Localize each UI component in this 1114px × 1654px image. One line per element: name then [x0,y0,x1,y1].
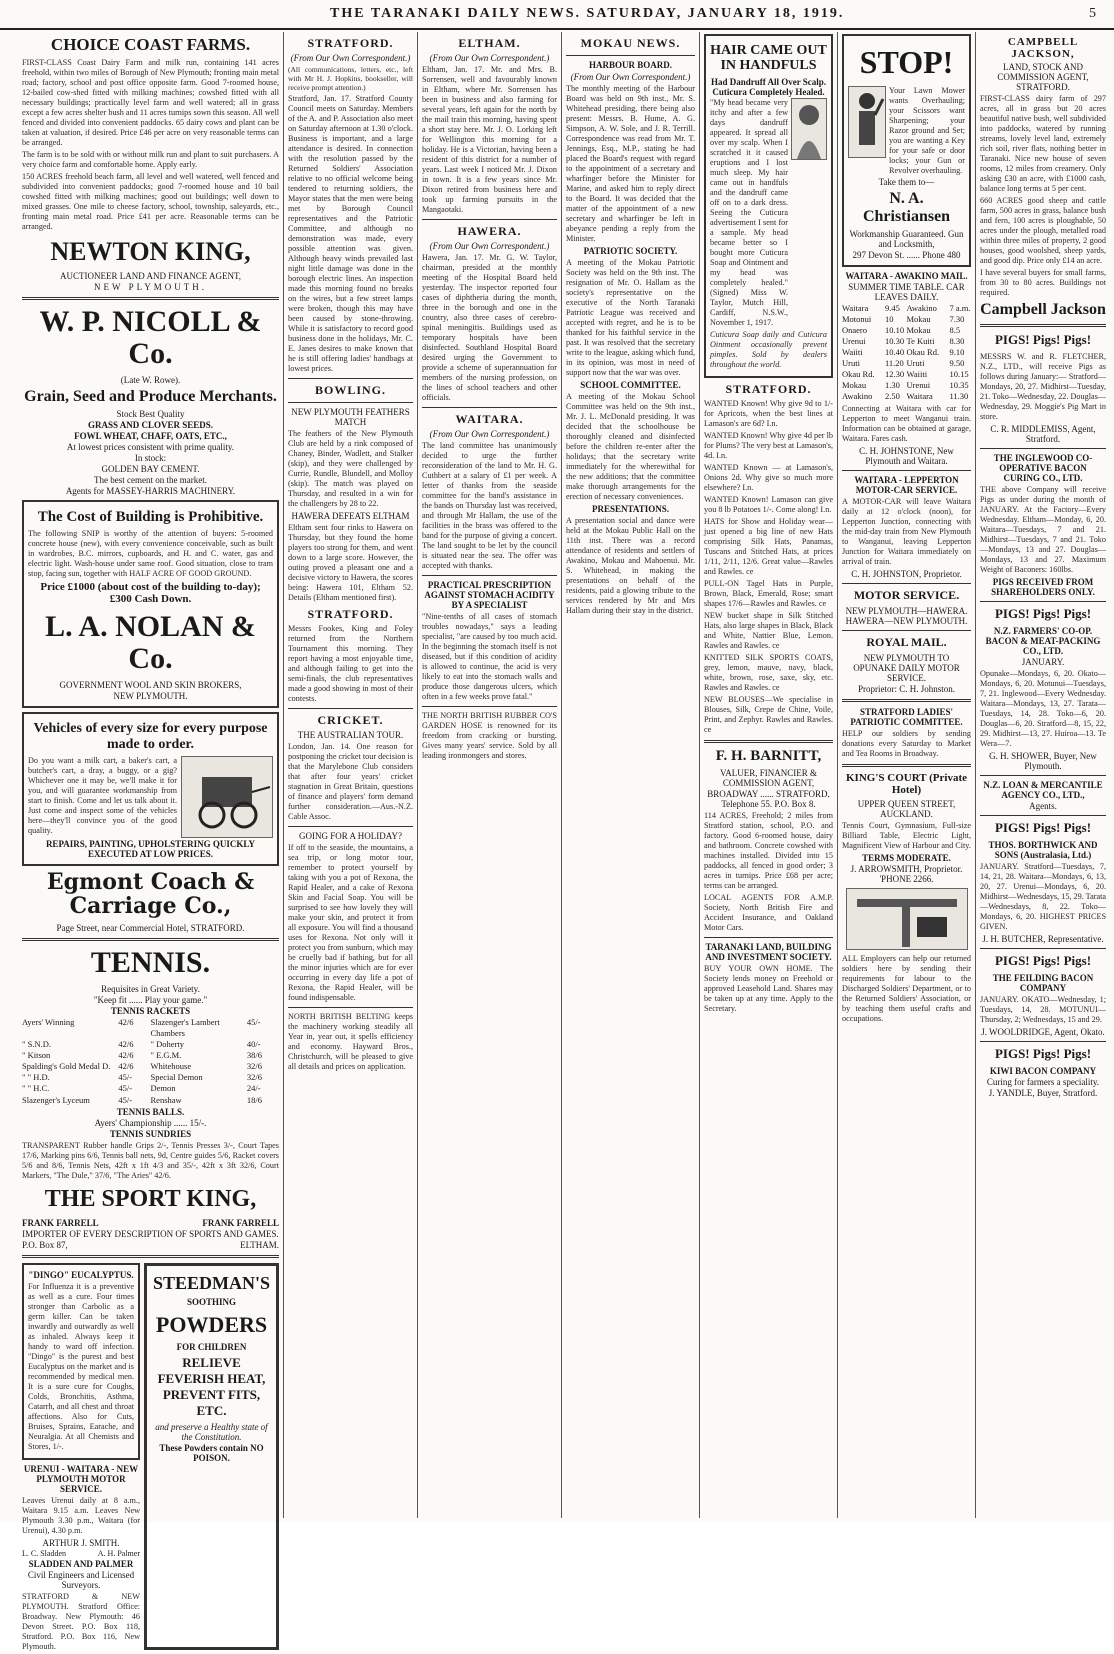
classified-item: HATS for Show and Holiday wear— just opened a big line of new Hats comprising Silk Hats, Panamas, Tuscans and Stitched Hats, at prices 1/11, 2/11, 12/6. Great value—Rawles and Rawles. ce [704,516,833,576]
hawera-defeats-heading: HAWERA DEFEATS ELTHAM [291,511,410,522]
vehicles-text: Do you want a milk cart, a baker's cart, a butcher's cart, a dray, a buggy, or a gig? Whichever one it may be, we'll make it for you, and will guarantee workmanship from start to finish. Come and let us talk about it. Just come and inspect some of the vehicles here—they'll convince you of the good quality. [28,756,177,836]
racket-cell: " " H.C. [22,1083,50,1094]
hair-heading: HAIR CAME OUT IN HANDFULS [710,43,827,74]
timetable-cell: Okau Rd. [906,346,940,357]
farmers-sign: G. H. SHOWER, Buyer, New Plymouth. [989,751,1097,771]
land-society-text: BUY YOUR OWN HOME. The Society lends money on Freehold or approved Leasehold Land. Shares may be taken up at any time. Apply to the Secretary. [704,963,833,1013]
presentations-heading: PRESENTATIONS. [592,504,669,514]
tennis-sundries: TRANSPARENT Rubber handle Grips 2/-, Tennis Presses 3/-, Court Tapes 17/6, Marking pins 6/6, Tennis ball nets, 9d, Centre guides 5/6, Racket covers 5/6 and 8/6, Tennis Nets, 42ft x 1ft 4/3 and 35/-, 42ft x 3ft 32/6, Court Markers, "The Dule," 37/6, "The Aries" 42/6. [22,1140,279,1180]
racket-cell: 42/6 [118,1017,134,1028]
patriotic-heading: PATRIOTIC SOCIETY. [583,246,678,256]
campbell-text-1: FIRST-CLASS dairy farm of 297 acres, all in grass but 20 acres beautiful native bush, well subdivided into paddocks, watered by running streams, lovely level land, extremely rich soil, river flats, nothing better in Taranaki. Nice new house of seven rooms, 12 miles from creamery. Only asking £30 an acre, with £1000 cash, balance long terms at 5 per cent. [980,94,1106,193]
stop-name: N. A. Christiansen [862,189,951,225]
stop-address: 297 Devon St. ...... Phone 480 [852,249,961,260]
classified-item: WANTED Known — at Lamason's, Onions 2d. Why give so much more elsewhere? I.n. [704,462,833,492]
timetable-cell: Waitara [906,390,933,401]
racket-cell: Renshaw [150,1094,182,1105]
column-3 [418,32,562,1518]
steedmans-ad [144,1263,279,1650]
waitara-note: Connecting at Waitara with car for Lepperton to meet Wanganui train. Information can be obtained at garage, Waitara. Fares cash. [842,404,971,444]
newton-king-city: NEW PLYMOUTH. [94,282,207,293]
racket-cell: 32/6 [246,1072,262,1083]
royal-mail-heading: ROYAL MAIL. [866,635,947,650]
campbell-heading: CAMPBELL JACKSON, [1007,36,1079,60]
sport-right: FRANK FARRELL [202,1217,279,1228]
barnitt-address: BROADWAY ...... STRATFORD. Telephone 55. P.O. Box 8. [707,788,830,809]
timetable-cell: 8.5 [949,324,961,335]
timetable-cell: 10.10 [885,324,905,335]
waitara-timetable [842,303,971,402]
stop-heading: STOP! [859,44,954,80]
school-heading: SCHOOL COMMITTEE. [580,380,681,390]
nolan-city: NEW PLYMOUTH. [113,691,188,702]
cost-price: Price £1000 (about cost of the building to-day); £300 Cash Down. [40,581,261,606]
stratford2-heading: STRATFORD. [307,607,394,622]
farmers-text: Opunake—Mondays, 6, 20. Okato—Mondays, 6, 20. Motunui—Tuesdays, 7, 21. Inglewood—Every Wednesday. Waitara—Mondays, 13, 27. Tarata—Tuesdays, 14, 28. Toko—6, 20. Douglas—6, 20. Stratford—8, 15, 22, 29. Midhirst—13, 27. Huiroa—13. Te Wera—7. [980,669,1106,748]
nolan-sub: GOVERNMENT WOOL AND SKIN BROKERS, [59,680,242,691]
masthead [0,0,1114,30]
dingo-heading: "DINGO" EUCALYPTUS. [28,1269,134,1280]
eltham-text: Eltham, Jan. 17. Mr. and Mrs. B. Sorrensen, well and favourably known in Eltham, where Mr. Sorrensen has been in business and also farming for several years, left again for the north by the mail train this morning, having spent a short stay here. Mr. J. O. Lorking left for Wellington this morning for a holiday. He is a Victorian, having been a resident of this district for a number of years. Last week I noticed Mr. J. Dixon in town. It is a few years since Mr. Dixon retired from business here and took up farming pursuits in the Mangaotaki. [422,65,557,214]
timetable-cell: 9.45 [885,302,900,313]
royal-mail-sign: Proprietor: C. H. Johnston. [857,684,955,695]
hawera-defeats-text: Eltham sent four rinks to Hawera on Thursday, but they found the home players too strong for them, and went down to a large score. However, the outing proved a pleasant one and a decisive victory to Hawera, the scores being: Hawera 101, Eltham 52. Details (Eltham mentioned first). [288,523,413,603]
racket-row [22,1072,279,1083]
vehicles-ad [22,712,279,866]
classified-item: KNITTED SILK SPORTS COATS, grey, lemon, mauve, navy, black, white, brown, rose, saxe, sky, etc. Rawles and Rawles. ce [704,652,833,692]
column-5 [700,32,838,1518]
presentations-text: A presentation social and dance were held at the Mokau Public Hall on the 11th inst. There was a record attendance of residents and settlers of Awakino, Mokau and Mahoenui. Mr. S. Whitehead, in making the presentations on behalf of the residents, paid a glowing tribute to the services rendered by Mr and Mrs Hallam during their stay in the district. [566,516,695,615]
cart-illustration [181,756,273,838]
tennis-rackets-heading: TENNIS RACKETS [110,1006,191,1017]
sladden-right: A. H. Palmer [97,1548,140,1558]
feathers-heading: NEW PLYMOUTH FEATHERS MATCH [291,407,410,428]
kings-court-text: Tennis Court, Gymnasium, Full-size Billiard Table, Electric Light, Magnificent View of Harbour and City. [842,821,971,851]
sladden-address: STRATFORD & NEW PLYMOUTH. Stratford Office: Broadway. New Plymouth: 46 Devon Street. P.O. Box 118, Stratford. P.O. Box 116, New Plymouth. [22,1591,140,1651]
timetable-cell: 9.10 [949,346,965,357]
timetable-cell: 10 [885,313,894,324]
eltham-heading: ELTHAM. [458,36,521,50]
timetable-cell: 7 a.m. [949,302,971,313]
kings-court-sub: UPPER QUEEN STREET, AUCKLAND. [857,799,956,820]
motor-service-sub: NEW PLYMOUTH—HAWERA. HAWERA—NEW PLYMOUTH. [845,606,968,627]
timetable-cell: Awakino [842,390,873,401]
employers-text: ALL Employers can help our returned soldiers here by sending their requirements for labour to the Discharged Soldiers' Department, or to the Returned Soldiers' Association, or by teaching them useful crafts and occupations. [842,954,971,1024]
timetable-row [842,369,971,380]
timetable-row [842,325,971,336]
farmers-month: JANUARY. [1021,657,1065,667]
timetable-cell: 10.15 [949,368,969,379]
cost-text: The following SNIP is worthy of the attention of buyers: 5-roomed concrete house (new), with every convenience conceivable, such as built in wardrobes, B.C. mirrors, cupboards, and H. and C. water, gas and electric light. Wash-house under same roof. Good situation, close to tram stop, facing sun, together with HALF ACRE OF GOOD GROUND. [28,529,273,579]
timetable-cell: Urenui [906,379,931,390]
sport-box: P.O. Box 87, [22,1239,68,1250]
harbour-text: The monthly meeting of the Harbour Board was held on 9th inst., Mr. S. Whitehead presiding, there being also present: Messrs. B. Hume, A. G. Simpson, A. W. Sole, and J. R. Terrill. Correspondence was read from Mr. T. Jennings, Esq., M.P., stating he had placed the Board's request with regard to the appointment of a secretary and wharfinger before the Minister for Marine, and asked him to reply direct to the Board. It was decided that the matter of the appointment of a new secretary and wharfinger be left in abeyance pending a reply from the Minister. [566,84,695,243]
motor-service-heading: MOTOR SERVICE. [853,588,960,603]
ladies-heading: STRATFORD LADIES' PATRIOTIC COMMITTEE. [850,707,963,728]
lepperton-sign: C. H. JOHNSTON, Proprietor. [851,569,962,580]
timetable-cell: Mokau [906,324,931,335]
racket-cell: 45/- [118,1094,133,1105]
timetable-cell: 7.30 [949,313,965,324]
stop-ad [842,34,971,267]
eltham-sub: (From Our Own Correspondent.) [429,53,550,63]
racket-cell: 45/- [246,1017,261,1028]
timetable-cell: Awakino [906,302,937,313]
holiday-heading: GOING FOR A HOLIDAY? [299,831,402,842]
barnitt-sub: VALUER, FINANCIER & COMMISSION AGENT, [719,767,818,788]
timetable-cell: 11.20 [885,357,904,368]
nicoll-prices: At lowest prices consistent with prime quality. [66,442,235,453]
campbell-signature: Campbell Jackson [980,301,1106,318]
tennis-sub: Requisites in Great Variety. [101,984,200,995]
timetable-row [842,314,971,325]
timetable-row [842,391,971,402]
racket-cell: 45/- [118,1083,133,1094]
vehicles-repairs: REPAIRS, PAINTING, UPHOLSTERING QUICKLY EXECUTED AT LOW PRICES. [45,839,256,860]
sladden-sub: Civil Engineers and Licensed Surveyors. [27,1569,135,1590]
woman-portrait-illustration [791,98,827,160]
waitara-heading: WAITARA. [455,412,524,426]
inglewood-heading: THE INGLEWOOD CO-OPERATIVE BACON CURING CO., LTD. [993,453,1093,483]
timetable-cell: 9.50 [949,357,965,368]
timetable-cell: 10.35 [949,379,969,390]
farms-text-2: The farm is to be sold with or without milk run and plant to suit purchasers. A very choice farm and comfortable home. Apply early. [22,150,279,169]
farms-text-1: FIRST-CLASS Coast Dairy Farm and milk run, containing 141 acres freehold, within two miles of Borough of New Plymouth; fronting main metal road; factory, school and post office opposite farm. Good 7-roomed house, 12-bailed cow-shed fitted with milking machines; cowshed fitted with all necessary buildings; practically level farm and well watered; all in grass except a few acres shelter bush and 11 acres turnips sown this season. All well fenced and divided into convenient paddocks. 65 dairy cows and plant can be taken at valuation, if desired. Price £46 per acre on very reasonable terms can be arranged. [22,58,279,147]
cost-heading: The Cost of Building is Prohibitive. [37,509,264,526]
campbell-text-2: 660 ACRES good sheep and cattle farm, 500 acres in grass, balance bush and fern, 100 acres is ploughable, 50 acres under the plough, metalled road within three miles of property, 2 good houses, good woolshed, sheep yards, and good dip. Price only £14 an acre. [980,196,1106,265]
nicoll-instock: In stock: [134,453,167,464]
cost-of-building-ad [22,500,279,708]
timetable-row [842,303,971,314]
hawera-heading: HAWERA. [457,224,522,238]
nicoll-late: (Late W. Rowe). [120,375,181,386]
newton-king-name: NEWTON KING, [50,237,251,266]
urenui-text: Leaves Urenui daily at 8 a.m., Waitara 9.15 a.m. Leaves New Plymouth 3.30 p.m., Waitara (for Urenui), 4.30 p.m. [22,1495,140,1535]
kings-court-map-illustration [846,888,968,950]
sladden-left: L. C. Sladden [22,1548,66,1558]
waitara-sub: (From Our Own Correspondent.) [429,429,550,439]
pigs-heading-5: PIGS! Pigs! Pigs! [994,1046,1092,1061]
classified-item: NEW BLOUSES—We specialise in Blouses, Silk, Crepe de Chine, Voile, Print, and Zephyr. Rawles and Rawles. ce [704,694,833,734]
kings-court-heading: KING'S COURT (Private Hotel) [845,772,968,797]
hair-text: "My head became very itchy and after a few days dandruff appeared. It spread all over my scalp. When I scratched it it caused eruptions and I lost much sleep. My hair came out in handfuls and the dandruff came off on to a dark dress. Seeing the Cuticura advertisement I sent for a sample. My head became better so I bought more Cuticura Soap and Ointment and my head was completely healed." (Signed) Miss W. Taylor, Mutch Hill, Cardiff, N.S.W., November 1, 1917. [710,97,788,327]
racket-row [22,1039,279,1050]
feilding-text: JANUARY. OKATO—Wednesday, 1; Tuesdays, 14, 28. MOTUNUI—Thursday, 2; Wednesdays, 15 and 29. [980,995,1106,1024]
timetable-cell: Waitara [842,302,869,313]
barnitt-text: 114 ACRES, Freehold; 2 miles from Stratford station, school, P.O. and factory. Good 6-roomed house, dairy and bathroom. Concrete cowshed with machines installed. Divided into 15 paddocks, all fenced in good order; 3 acres in turnips. Price £68 per acre; terms can be arranged. [704,810,833,890]
fletcher-sign: C. R. MIDDLEMISS, Agent, Stratford. [990,424,1096,444]
borthwick-sign: J. H. BUTCHER, Representative. [982,934,1104,944]
racket-cell: Special Demon [150,1072,203,1083]
inglewood-note: PIGS RECEIVED FROM SHAREHOLDERS ONLY. [991,577,1095,597]
racket-cell: Whitehouse [150,1061,192,1072]
racket-row [22,1061,279,1072]
racket-cell: " Kitson [22,1050,51,1061]
kiwi-sign: J. YANDLE, Buyer, Stratford. [988,1088,1098,1098]
nicoll-name: W. P. NICOLL & Co. [39,305,262,370]
dingo-ad [22,1263,140,1460]
stop-take: Take them to— [878,176,935,187]
timetable-cell: Motonui [842,313,872,324]
harbour-sub: (From Our Own Correspondent.) [570,72,691,82]
timetable-row [842,347,971,358]
kiwi-heading: KIWI BACON COMPANY [989,1066,1097,1076]
lepperton-text: A MOTOR-CAR will leave Waitara daily at 12 o'clock (noon), for Lepperton Junction, connecting with the mid-day train from New Plymouth to Wanganui, leaving Lepperton Junction for Waitara immediately on arrival of train. [842,497,971,567]
farms-text-3: 150 ACRES freehold beach farm, all level and well watered, well fenced and subdivided into convenient paddocks; good 7-roomed house and 10 bail cowshed fitted with milking machines; good out buildings; well down to mixed grasses. One mile to cheese factory, school, township, saleyards, etc., fronting main metal road. Price £41 per acre. Reasonable terms can be arranged. [22,172,279,231]
sport-town: ELTHAM. [240,1239,279,1250]
classified-item: NEW bucket shape in Silk Stitched Hats, also large shapes in Black, Black and White, Nattier Blue, Lemon. Rawles and Rawles. ce [704,610,833,650]
racket-row [22,1083,279,1094]
masthead-title: THE TARANAKI DAILY NEWS. SATURDAY, JANUARY 18, 1919. [330,6,845,21]
racket-cell: 38/6 [246,1050,262,1061]
waitara-text: The land committee has unanimously decided to urge the further reconsideration of the land to Mr. H. G. Cuthbert at a salary of £1 per week. A letter of thanks from the seaside committee for the band's assistance in the bands on Thursday last was received, and through Mr Hallam, the use of the facilities in the brass was offered to the band for the purpose of giving a concert. The land sought to be let by the council is situated near the sea. The offer was accepted with thanks. [422,441,557,570]
timetable-cell: Te Kuiti [906,335,935,346]
land-society-heading: TARANAKI LAND, BUILDING AND INVESTMENT SOCIETY. [705,941,832,962]
nicoll-line: Grain, Seed and Produce Merchants. [24,388,277,406]
kiwi-text: Curing for farmers a speciality. [986,1077,1100,1087]
feilding-heading: THE FEILDING BACON COMPANY [992,973,1094,993]
tennis-rackets-list [22,1017,279,1105]
classified-item: WANTED Known! Why give 9d to 1/- for Apricots, when the best lines at Lamason's are 6d? I.n. [704,398,833,428]
racket-cell: 42/6 [118,1061,134,1072]
stratford2-text: Messrs Fookes, King and Foley returned from the Northern Tournament this morning. They report having a most enjoyable time, and although failing to get into the semi-finals, the club representatives made a good showing in most of their contests. [288,624,413,704]
bowling-heading: BOWLING. [314,383,386,398]
vehicles-heading: Vehicles of every size for every purpose made to order. [33,721,268,753]
campbell-sub: LAND, STOCK AND COMMISSION AGENT, STRATFORD. [997,62,1089,92]
racket-cell: 40/- [246,1039,261,1050]
steedman-soothing: SOOTHING [186,1296,236,1307]
sport-left: FRANK FARRELL [22,1217,99,1228]
timetable-cell: Onaero [842,324,868,335]
pigs-heading-3: PIGS! Pigs! Pigs! [994,820,1092,835]
tennis-balls-heading: TENNIS BALLS. [116,1106,185,1117]
sport-sub: IMPORTER OF EVERY DESCRIPTION OF SPORTS AND GAMES. [22,1228,279,1239]
sladden-name: SLADDEN AND PALMER [28,1558,134,1569]
racket-cell: Slazenger's Lyceum [22,1094,90,1105]
barnitt-name: F. H. BARNITT, [715,747,822,764]
loan-sub: Agents. [1029,801,1057,811]
timetable-cell: Uruti [906,357,925,368]
racket-cell: " Doherty [150,1039,184,1050]
nicoll-stock: Stock Best Quality [116,409,185,420]
steedman-nopoison: These Powders contain NO POISON. [159,1442,264,1463]
classified-item: PULL-ON Tagel Hats in Purple, Brown, Black, Emerald, Rose; smart shapes 17/6—Rawles and Rawles. ce [704,578,833,608]
steedman-health: and preserve a Healthy state of the Constitution. [155,1421,268,1442]
campbell-text-3: I have several buyers for small farms, from 30 to 80 acres. Buildings not required. [980,268,1106,297]
feilding-sign: J. WOOLDRIDGE, Agent, Okato. [981,1027,1105,1037]
sport-king-heading: THE SPORT KING, [44,1185,257,1212]
racket-cell: Demon [150,1083,176,1094]
timetable-cell: 1.30 [885,379,900,390]
egmont-address: Page Street, near Commercial Hotel, STRATFORD. [56,922,245,933]
nolan-name: L. A. NOLAN & Co. [45,610,256,675]
timetable-cell: Okau Rd. [842,368,875,379]
racket-cell: 42/6 [118,1050,134,1061]
hair-footer: Cuticura Soap daily and Cuticura Ointment occasionally prevent pimples. Sold by dealers throughout the world. [710,329,827,369]
stratford-sub: (From Our Own Correspondent.) [290,53,411,63]
lepperton-heading: WAITARA - LEPPERTON MOTOR-CAR SERVICE. [854,475,959,496]
racket-cell: 18/6 [246,1094,262,1105]
rubber-text: THE NORTH BRITISH RUBBER CO'S GARDEN HOSE is renowned for its freedom from cracking or bursting. Gives many years' service. Sold by all leading ironmongers and stores. [422,711,557,760]
timetable-row [842,358,971,369]
belting-text: NORTH BRITISH BELTING keeps the machinery working steadily all Year in, year out, it spells efficiency and economy. Hayward Bros., Christchurch, will be pleased to give all details and prices on application. [288,1012,413,1072]
racket-cell: 42/6 [118,1039,134,1050]
stop-sub: Workmanship Guaranteed. Gun and Locksmith, [849,228,964,249]
feathers-text: The feathers of the New Plymouth Club are held by a rink composed of Chaney, Binder, Wadlett, and Stalker (skip), and they were challenged by Currie, Rundle, Blundell, and Molloy (skip). The match was played on Thursday, and resulted in a win for the challengers by 28 to 22. [288,429,413,509]
timetable-cell: 12.30 [885,368,905,379]
waitara-mail-sub: SUMMER TIME TABLE. CAR LEAVES DAILY. [848,281,965,302]
practical-heading: PRACTICAL PRESCRIPTION AGAINST STOMACH ACIDITY BY A SPECIALIST [424,580,555,610]
column-1 [18,32,284,1651]
timetable-row [842,380,971,391]
timetable-cell: Urenui [842,335,866,346]
dingo-text: For Influenza it is a preventive as well as a cure. Four times stronger than Carbolic as a germ killer. Can be taken inwardly and outwardly as well as inhaled. Always keep it handy to ward off infection. "Dingo" is the purest and best Eucalyptus on the market and is recommended by medical men. It is a sure cure for Coughs, Colds, Bronchitis, Asthma, Catarrh, and all chest and throat affections. Also for Cuts, Bruises, Sprains, Earache, and Neuralgia. At all Chemists and Stores, 1/-. [28,1281,134,1451]
racket-cell: 24/- [246,1083,261,1094]
urenui-sign: ARTHUR J. SMITH. [42,1537,120,1548]
racket-cell: Spalding's Gold Medal D. [22,1061,111,1072]
timetable-cell: 10.30 [885,335,905,346]
wanted-list [704,399,833,735]
racket-cell: " S.N.D. [22,1039,51,1050]
racket-row [22,1095,279,1106]
racket-row [22,1050,279,1061]
cuticura-ad [704,34,833,378]
urenui-heading: URENUI - WAITARA - NEW PLYMOUTH MOTOR SERVICE. [23,1463,139,1494]
kings-court-terms: TERMS MODERATE. [862,853,951,864]
tennis-balls: Ayers' Championship ...... 15/-. [94,1117,207,1128]
timetable-cell: Mokau [906,313,931,324]
timetable-cell: 11.30 [949,390,969,401]
steedman-brand: STEEDMAN'S [152,1272,271,1293]
borthwick-heading: THOS. BORTHWICK AND SONS (Australasia, Ltd.) [988,840,1098,860]
column-7 [976,32,1110,1518]
inglewood-text: THE above Company will receive Pigs as under during the month of JANUARY. At the Factory—Every Wednesday. Eltham—Monday, 6, 20. Waitara—Tuesdays, 7 and 21. Midhirst—Tuesdays, 7 and 21. Toko—Mondays, 13 and 27. Douglas—Mondays, 13 and 27. Maximum Weight of Baconers: 160lbs. [980,485,1106,574]
classified-item: WANTED Known! Why give 4d per lb for Plums? The very best at Lamason's, 4d. I.n. [704,430,833,460]
pigs-heading-2: PIGS! Pigs! Pigs! [994,606,1092,621]
classified-item: WANTED Known! Lamason can give you 8 lb Potatoes 1/-. Come along! I.n. [704,494,833,514]
pigs-heading-1: PIGS! Pigs! Pigs! [994,332,1092,347]
racket-cell: 32/6 [246,1061,262,1072]
timetable-cell: Uruti [842,357,860,368]
racket-cell: " " H.D. [22,1072,50,1083]
practical-text: "Nine-tenths of all cases of stomach troubles nowadays," says a leading specialist, "are caused by too much acid. In the beginning the stomach itself is not diseased, but if this condition of acidity is allowed to continue, the acid is very likely to eat into the stomach walls and produce those dangerous ulcers, which often in a few weeks prove fatal." [422,612,557,701]
racket-cell: Ayers' Winning [22,1017,75,1028]
holiday-text: If off to the seaside, the mountains, a sea trip, or long motor tour, remember to protect yourself by taking with you a pot of Rexona, the Rapid Healer, and a cake of Rexona Skin and Facial Soap. You will be surprised to see how lovely they will make your skin, and protect it from all exposure. You will find a thousand uses for Rexona. Not only will it protect you from sunburn, which may be cruelly bad if bathing, but for all the minor injuries which are for ever occurring in every day life a pot of Rexona, the Rapid Healer, will be found indispensable. [288,843,413,1003]
tennis-sundries-heading: TENNIS SUNDRIES [109,1128,192,1139]
nicoll-grass: GRASS AND CLOVER SEEDS. [87,420,214,431]
farmers-heading: N.Z. FARMERS' CO-OP. BACON & MEAT-PACKING CO., LTD. [985,626,1101,656]
stop-text: Your Lawn Mower wants Overhauling; your Scissors want Sharpening; your Razor ground and Set; you are wanting a Key for your safe or door locks; your Gun or Revolver overhauling. [889,85,965,175]
farms-heading: CHOICE COAST FARMS. [50,35,251,54]
timetable-cell: Waiiti [842,346,863,357]
cricket-heading: CRICKET. [317,713,384,728]
tour-text: London, Jan. 14. One reason for postponing the cricket tour decision is that the Marylebone Club considers that after four years' cricket stagnation in Great Britain, questions of finance and players' form demand further consideration.—Aus.-N.Z. Cable Assoc. [288,742,413,822]
borthwick-text: JANUARY. Stratford—Tuesdays, 7, 14, 21, 28. Waitara—Mondays, 6, 13, 20, 27. Urenui—Mondays, 6, 20. Midhirst—Wednesdays, 15, 29. Tarata—Wednesdays, 8, 22. Toko—Mondays, 6, 20. HIGHEST PRICES GIVEN. [980,862,1106,931]
steedman-children: FOR CHILDREN [176,1341,247,1352]
patriotic-text: A meeting of the Mokau Patriotic Society was held on the 9th inst. The resignation of Mr. O. Hallam as the society's representative on the executive of the North Taranaki Patriotic League was received and accepted with regret, and he is to be thanked for his faithful service in the past. It was resolved that the secretary write to the league, asking which fund, in its opinion, was most in need of support now that the war was over. [566,258,695,377]
egmont-name: Egmont Coach & Carriage Co., [46,869,255,920]
nicoll-market: The best cement on the market. [94,475,207,486]
timetable-row [842,336,971,347]
kings-court-proprietor: J. ARROWSMITH, Proprietor. 'PHONE 2266. [850,864,963,885]
waitara-mail-heading: WAITARA - AWAKINO MAIL. [845,270,968,281]
timetable-cell: Mokau [842,379,867,390]
policeman-illustration [848,86,886,158]
racket-row [22,1017,279,1039]
barnitt-agents: LOCAL AGENTS FOR A.M.P. Society, North British Fire and Accident Insurance, and Oakland Motor Cars. [704,892,833,932]
steedman-powders: POWDERS [155,1311,268,1337]
timetable-cell: 10.40 [885,346,905,357]
pigs-heading-4: PIGS! Pigs! Pigs! [994,953,1092,968]
nicoll-fowl: FOWL WHEAT, CHAFF, OATS, ETC., [74,431,227,442]
hair-sub: Had Dandruff All Over Scalp. Cuticura Completely Healed. [710,76,827,97]
school-text: A meeting of the Mokau School Committee was held on the 9th inst., Mr. J. L. McDonald presiding. It was decided that the schoolhouse be thoroughly cleaned and disinfected before the children re-enter after the holidays; that the secretary write immediately for the wherewithal for the new additions; that the committee make thorough arrangements for the erection of necessary conveniences. [566,392,695,501]
royal-mail-sub: NEW PLYMOUTH TO OPUNAKE DAILY MOTOR SERVICE. [853,653,960,684]
steedman-relieve: RELIEVE FEVERISH HEAT, PREVENT FITS, ETC. [157,1354,266,1418]
tennis-keep: "Keep fit ...... Play your game." [93,995,208,1006]
nicoll-cement: GOLDEN BAY CEMENT. [101,464,200,475]
harbour-heading: HARBOUR BOARD. [588,60,672,70]
stratford-text: Stratford, Jan. 17. Stratford County Council meets on Saturday. Members of the A. and P. Association also meet on Saturday afternoon at 1.30 o'clock. Business is important, and a large attendance is desired. In connection with the resolution passed by the Returned Soldiers' Association relative to no official welcome being tendered to returning soldiers, the Mayor states that the men were being met by Borough Council representatives and the Patriotic Committee, and although no demonstration was made, every possible attention was given. Although heavy winds prevailed last night little damage was done in the borough electric lines. An inspection made this morning found no breaks on the wires, but a few street lamps were broken, though this may have been caused by stone-throwing. While it is satisfactory to record good business done in the holidays, Mr. C. E. Janes desires to make known that he is still offering ladies' handbags at lowest prices. [288,94,413,374]
racket-cell: 45/- [118,1072,133,1083]
tour-heading: THE AUSTRALIAN TOUR. [297,730,404,741]
stratford-heading: STRATFORD. [307,36,394,50]
column-6 [838,32,976,1518]
waitara-sign: C. H. JOHNSTONE, New Plymouth and Waitara. [859,446,954,467]
ladies-text: HELP our soldiers by sending donations every Saturday to Market and Tea Rooms in Broadway. [842,729,971,759]
page-number: 5 [1089,6,1098,21]
racket-cell: Slazenger's Lambert Chambers [150,1017,220,1039]
hawera-text: Hawera, Jan. 17. Mr. G. W. Taylor, chairman, presided at the monthly meeting of the Hospital Board held yesterday. The inspector reported four cases of diphtheria during the month, three in the borough and one in the country, also three cases of cerebro-spinal meningitis. Buildings used as temporary hospitals have been disinfected. Southland Hospital Board desired urging the Government to provide a scheme of superannuation for members of the nursing profession, on the lines of school teachers and other officials. [422,253,557,402]
timetable-cell: 8.30 [949,335,965,346]
nicoll-agents: Agents for MASSEY-HARRIS MACHINERY. [65,486,236,497]
racket-cell: " E.G.M. [150,1050,182,1061]
timetable-cell: Waiiti [906,368,928,379]
fletcher-text: MESSRS W. and R. FLETCHER, N.Z., LTD., will receive Pigs as follows during January:— Stratford—Mondays, 20, 27. Midhirst—Tuesday, 21. Toko—Wednesday, 22. Douglas—Wednesday, 29. Moggie's Pig Mart in store. [980,352,1106,421]
tennis-heading: TENNIS. [90,945,211,979]
timetable-cell: 2.50 [885,390,900,401]
newton-king-sub: AUCTIONEER LAND AND FINANCE AGENT, [59,271,242,282]
column-4 [562,32,700,1518]
stratford-note: (All communications, letters, etc., left with Mr H. J. Hopkins, bookseller, will receive prompt attention.) [288,65,413,93]
column-2 [284,32,418,1518]
hawera-sub: (From Our Own Correspondent.) [429,241,550,251]
mokau-heading: MOKAU NEWS. [580,36,681,50]
stratford-ads-heading: STRATFORD. [725,381,812,396]
loan-heading: N.Z. LOAN & MERCANTILE AGENCY CO., LTD., [983,780,1103,800]
